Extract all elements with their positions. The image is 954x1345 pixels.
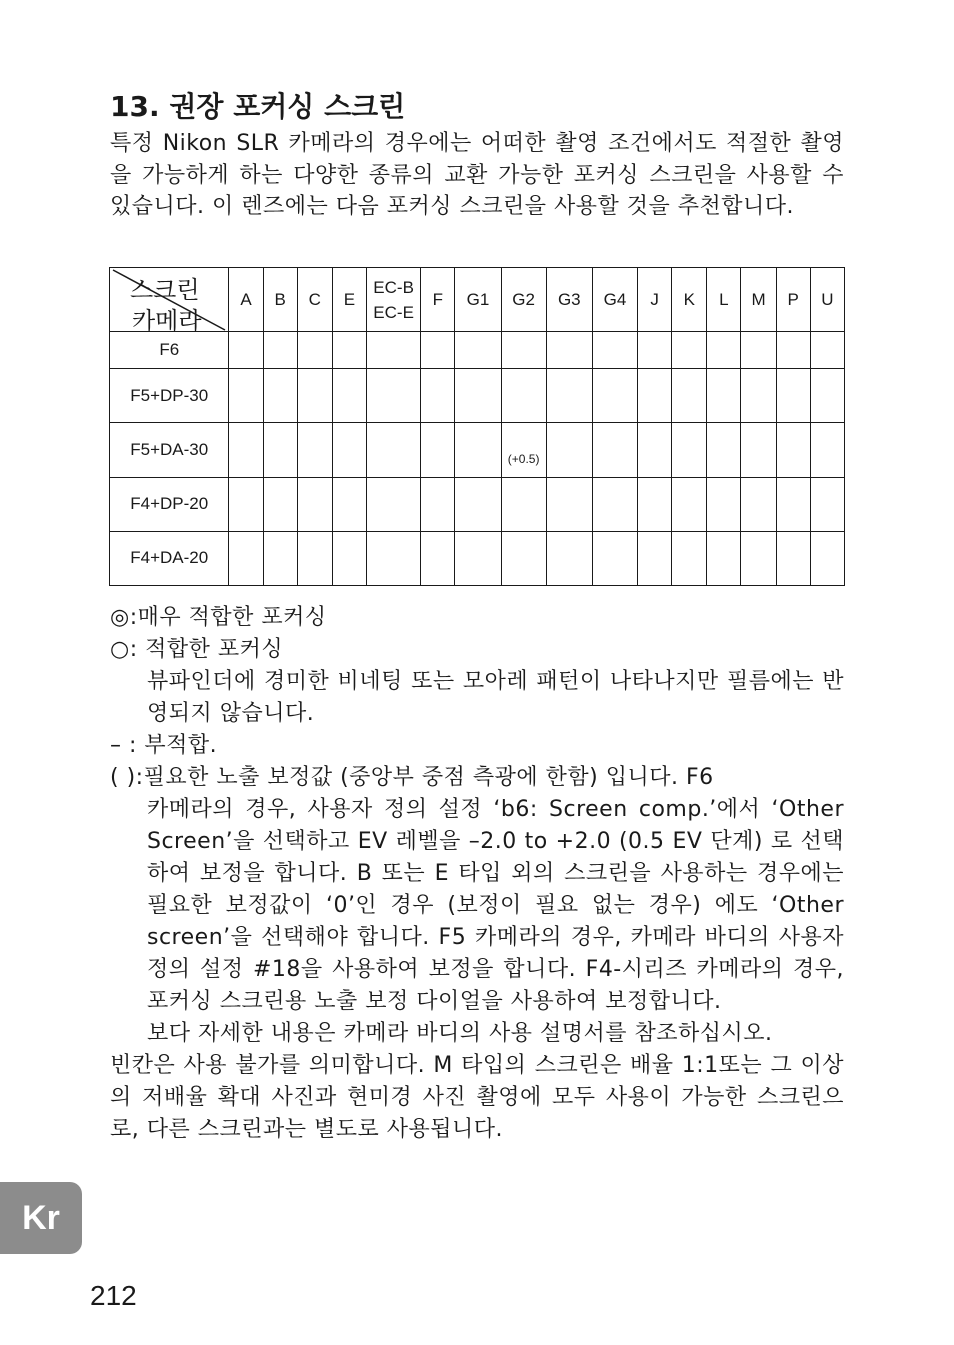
focusing-screen-table: [109, 267, 845, 586]
col-header-l: L: [707, 268, 741, 332]
page-number: 212: [90, 1280, 137, 1311]
corner-camera-label: 카메라: [132, 308, 202, 335]
col-header-g1: G1: [455, 268, 501, 332]
col-header-b: B: [263, 268, 297, 332]
corner-screen-label: 스크린: [130, 277, 200, 304]
g2-compensation-note: (+0.5): [507, 451, 540, 466]
col-header-u: U: [810, 268, 844, 332]
legend-suitable: ○: 적합한 포커싱: [110, 637, 284, 662]
col-header-g2: G2: [501, 268, 546, 332]
g2-compensation-cell: [501, 423, 546, 477]
legend-compensation-detail: 카메라의 경우, 사용자 정의 설정 ‘b6: Screen comp.’에서 ‘Other Screen’을 선택하고 EV 레벨을 –2.0 to +2.0 (0.5 EV 단계) 로 선택하여 보정을 합니다. B 또는 E 타입 외의 스크린을 사용하는 경우에는 필요한 보정값이 ‘0’인 경우 (보정이 필요 없는 경우) 에도 ‘Other screen’을 선택해야 합니다. F5 카메라의 경우, 카메라 바디의 사용자 정의 설정 #18을 사용하여 보정을 합니다. F4-시리즈 카메라의 경우, 포커싱 스크린용 노출 보정 다이얼을 사용하여 보정합니다.: [147, 797, 844, 1014]
col-header-g3: G3: [546, 268, 592, 332]
col-header-p: P: [776, 268, 810, 332]
col-header-m: M: [741, 268, 776, 332]
legend-unsuitable: – : 부적합.: [110, 733, 218, 758]
col-header-ec-b: EC-B: [373, 277, 414, 297]
legend-reference: 보다 자세한 내용은 카메라 바디의 사용 설명서를 참조하십시오.: [147, 1021, 773, 1046]
camera-cell: F5+DA-30: [110, 423, 229, 477]
legend-compensation: ( ):필요한 노출 보정값 (중앙부 중점 측광에 한함) 입니다. F6: [110, 765, 714, 790]
table-header-row: [110, 268, 845, 332]
table-row: [110, 332, 845, 369]
intro-paragraph: 특정 Nikon SLR 카메라의 경우에는 어떠한 촬영 조건에서도 적절한 촬영을 가능하게 하는 다양한 종류의 교환 가능한 포커싱 스크린을 사용할 수 있습니다. 이 렌즈에는 다음 포커싱 스크린을 사용할 것을 추천합니다.: [110, 131, 844, 219]
camera-cell: F6: [110, 332, 229, 369]
table-row: [110, 531, 845, 585]
camera-cell: F5+DP-30: [110, 369, 229, 423]
col-header-g4: G4: [592, 268, 637, 332]
legend-blank-note: 빈칸은 사용 불가를 의미합니다. M 타입의 스크린은 배율 1:1또는 그 이상의 저배율 확대 사진과 현미경 사진 촬영에 모두 사용이 가능한 스크린으로, 다른 스크린과는 별도로 사용됩니다.: [110, 1053, 844, 1142]
table-corner-cell: [110, 268, 229, 335]
col-header-c: C: [297, 268, 332, 332]
col-header-f: F: [421, 268, 455, 332]
table-row: [110, 477, 845, 531]
legend-very-suitable: ◎:매우 적합한 포커싱: [110, 605, 327, 630]
page-title: 13. 권장 포커싱 스크린: [110, 90, 406, 123]
col-header-ec-e: EC-E: [373, 302, 414, 322]
table-row: [110, 423, 845, 477]
col-header-e: E: [332, 268, 366, 332]
col-header-k: K: [672, 268, 707, 332]
camera-cell: F4+DA-20: [110, 531, 229, 585]
col-header-j: J: [638, 268, 672, 332]
table-row: [110, 369, 845, 423]
legend: [110, 602, 844, 1146]
col-header-ec: [367, 268, 421, 332]
col-header-a: A: [229, 268, 263, 332]
camera-cell: F4+DP-20: [110, 477, 229, 531]
legend-suitable-note: 뷰파인더에 경미한 비네팅 또는 모아레 패턴이 나타나지만 필름에는 반영되지 않습니다.: [147, 669, 844, 726]
language-tab: Kr: [0, 1182, 82, 1254]
